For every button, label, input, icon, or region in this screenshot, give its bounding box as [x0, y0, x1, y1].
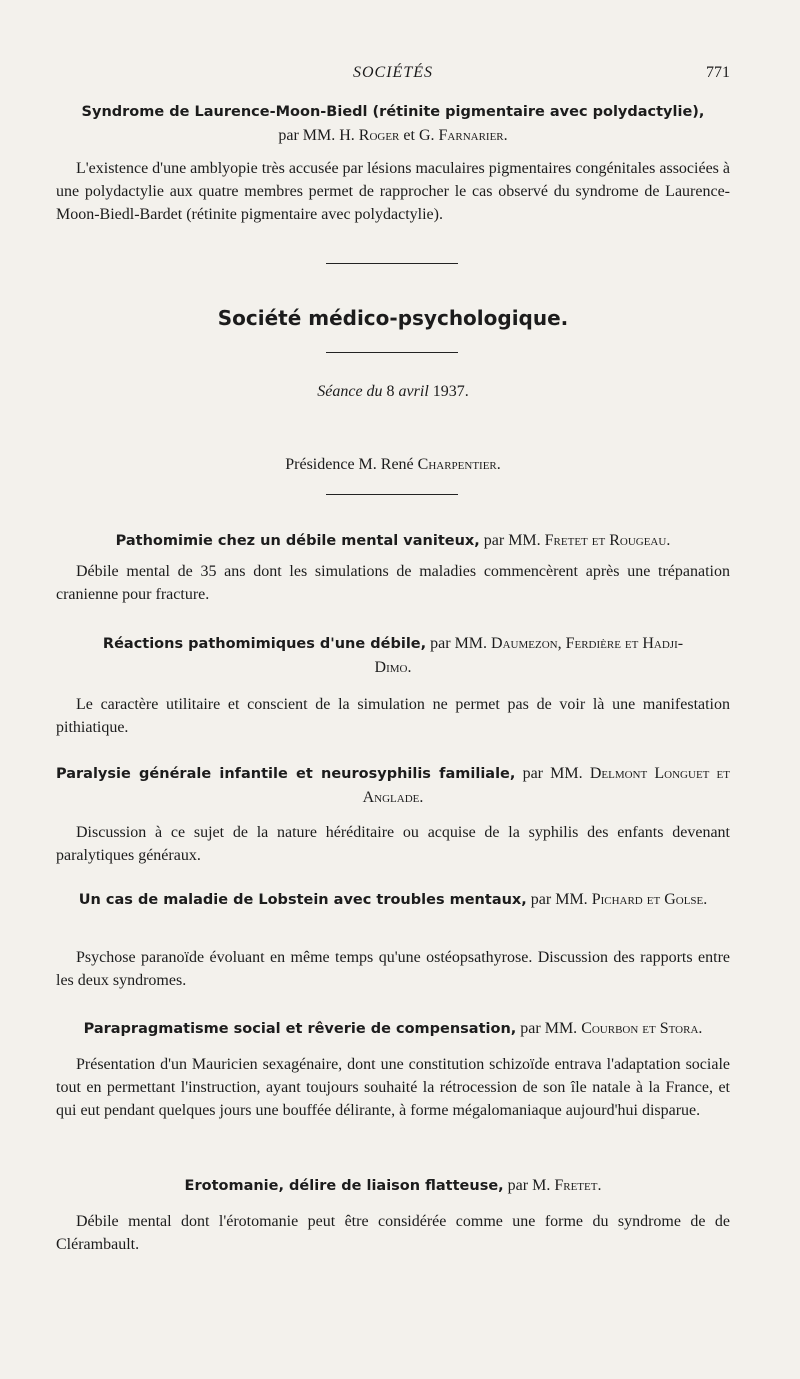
article-authors: Fretet.	[554, 1177, 602, 1194]
running-head	[56, 64, 730, 86]
article-authors: Daumezon, Ferdière et Hadji-Dimo.	[374, 635, 684, 676]
article-authors: Fretet et Rougeau.	[544, 532, 671, 549]
article-body: Psychose paranoïde évoluant en même temps qu'une ostéopsathyrose. Discussion des rapports entre les deux syndromes.	[56, 949, 730, 989]
divider-rule	[326, 263, 458, 264]
article-title: Erotomanie, délire de liaison flatteuse,	[184, 1178, 504, 1194]
article-heading	[56, 1174, 730, 1198]
section1-body: L'existence d'une amblyopie très accusée par lésions maculaires pigmentaires congénitales associées à une polydactylie aux quatre membres permet de rapprocher le cas observé du syndrome de Laurence-Moon-Biedl-Bardet (rétinite pigmentaire avec polydactylie).	[56, 160, 730, 223]
article-heading	[56, 762, 730, 809]
society-title: Société médico-psychologique.	[217, 306, 569, 330]
article-by: par MM.	[515, 765, 590, 782]
article-by: par MM.	[479, 532, 545, 549]
article-title: Parapragmatisme social et rêverie de compensation,	[83, 1021, 517, 1037]
section1-end: .	[503, 127, 508, 144]
presidence-line	[56, 453, 730, 476]
page-number: 771	[706, 64, 730, 81]
article-body: Présentation d'un Mauricien sexagénaire, dont une constitution schizoïde entrava l'adaptation sociale tout en permettant l'instruction, ayant toujours souhaité la rétrocession de son île natale à la France, et qui eut pendant quelques jours une bouffée délirante, à forme mégalomaniaque aujourd'hui disparue.	[56, 1056, 730, 1119]
article-by: par MM.	[526, 891, 592, 908]
divider-rule	[326, 494, 458, 495]
seance-month: avril	[398, 383, 429, 400]
article-body: Débile mental de 35 ans dont les simulations de maladies commencèrent après une trépanation cranienne pour fracture.	[56, 563, 730, 603]
presidence-prefix: Présidence M. René	[285, 456, 418, 473]
article-body: Débile mental dont l'érotomanie peut être considérée comme une forme du syndrome de de Clérambault.	[56, 1213, 730, 1253]
article-heading	[56, 529, 730, 553]
presidence-name: Charpentier	[417, 456, 497, 473]
section1-author2: Farnarier	[438, 127, 504, 144]
article-authors: Courbon et Stora.	[581, 1020, 703, 1037]
running-head-title: SOCIÉTÉS	[353, 64, 433, 81]
seance-line	[56, 380, 730, 403]
section1-title: Syndrome de Laurence-Moon-Biedl (rétinite pigmentaire avec polydactylie),	[81, 104, 705, 120]
section1-and: et G.	[399, 127, 439, 144]
article-authors: Delmont Longuet et Anglade.	[362, 765, 730, 806]
section1-heading	[56, 100, 730, 147]
article-title: Un cas de maladie de Lobstein avec troubles mentaux,	[78, 892, 527, 908]
article-by: par MM.	[426, 635, 492, 652]
article-by: par MM.	[516, 1020, 582, 1037]
section1-authors-prefix: par MM. H.	[278, 127, 359, 144]
section1-author1: Roger	[358, 127, 400, 144]
seance-label: Séance du	[317, 383, 383, 400]
seance-day: 8	[382, 383, 399, 400]
seance-year: 1937.	[428, 383, 469, 400]
article-title: Réactions pathomimiques d'une débile,	[102, 636, 427, 652]
article-title: Paralysie générale infantile et neurosyphilis familiale,	[56, 766, 516, 782]
article-heading	[56, 888, 730, 912]
presidence-end: .	[496, 456, 501, 473]
article-heading	[56, 632, 730, 679]
article-title: Pathomimie chez un débile mental vaniteux,	[115, 533, 480, 549]
article-authors: Pichard et Golse.	[591, 891, 708, 908]
article-body: Le caractère utilitaire et conscient de la simulation ne permet pas de voir là une manifestation pithiatique.	[56, 696, 730, 736]
article-heading	[56, 1017, 730, 1041]
divider-rule	[326, 352, 458, 353]
article-body: Discussion à ce sujet de la nature héréditaire ou acquise de la syphilis des enfants devenant paralytiques généraux.	[56, 824, 730, 864]
article-by: par M.	[503, 1177, 555, 1194]
